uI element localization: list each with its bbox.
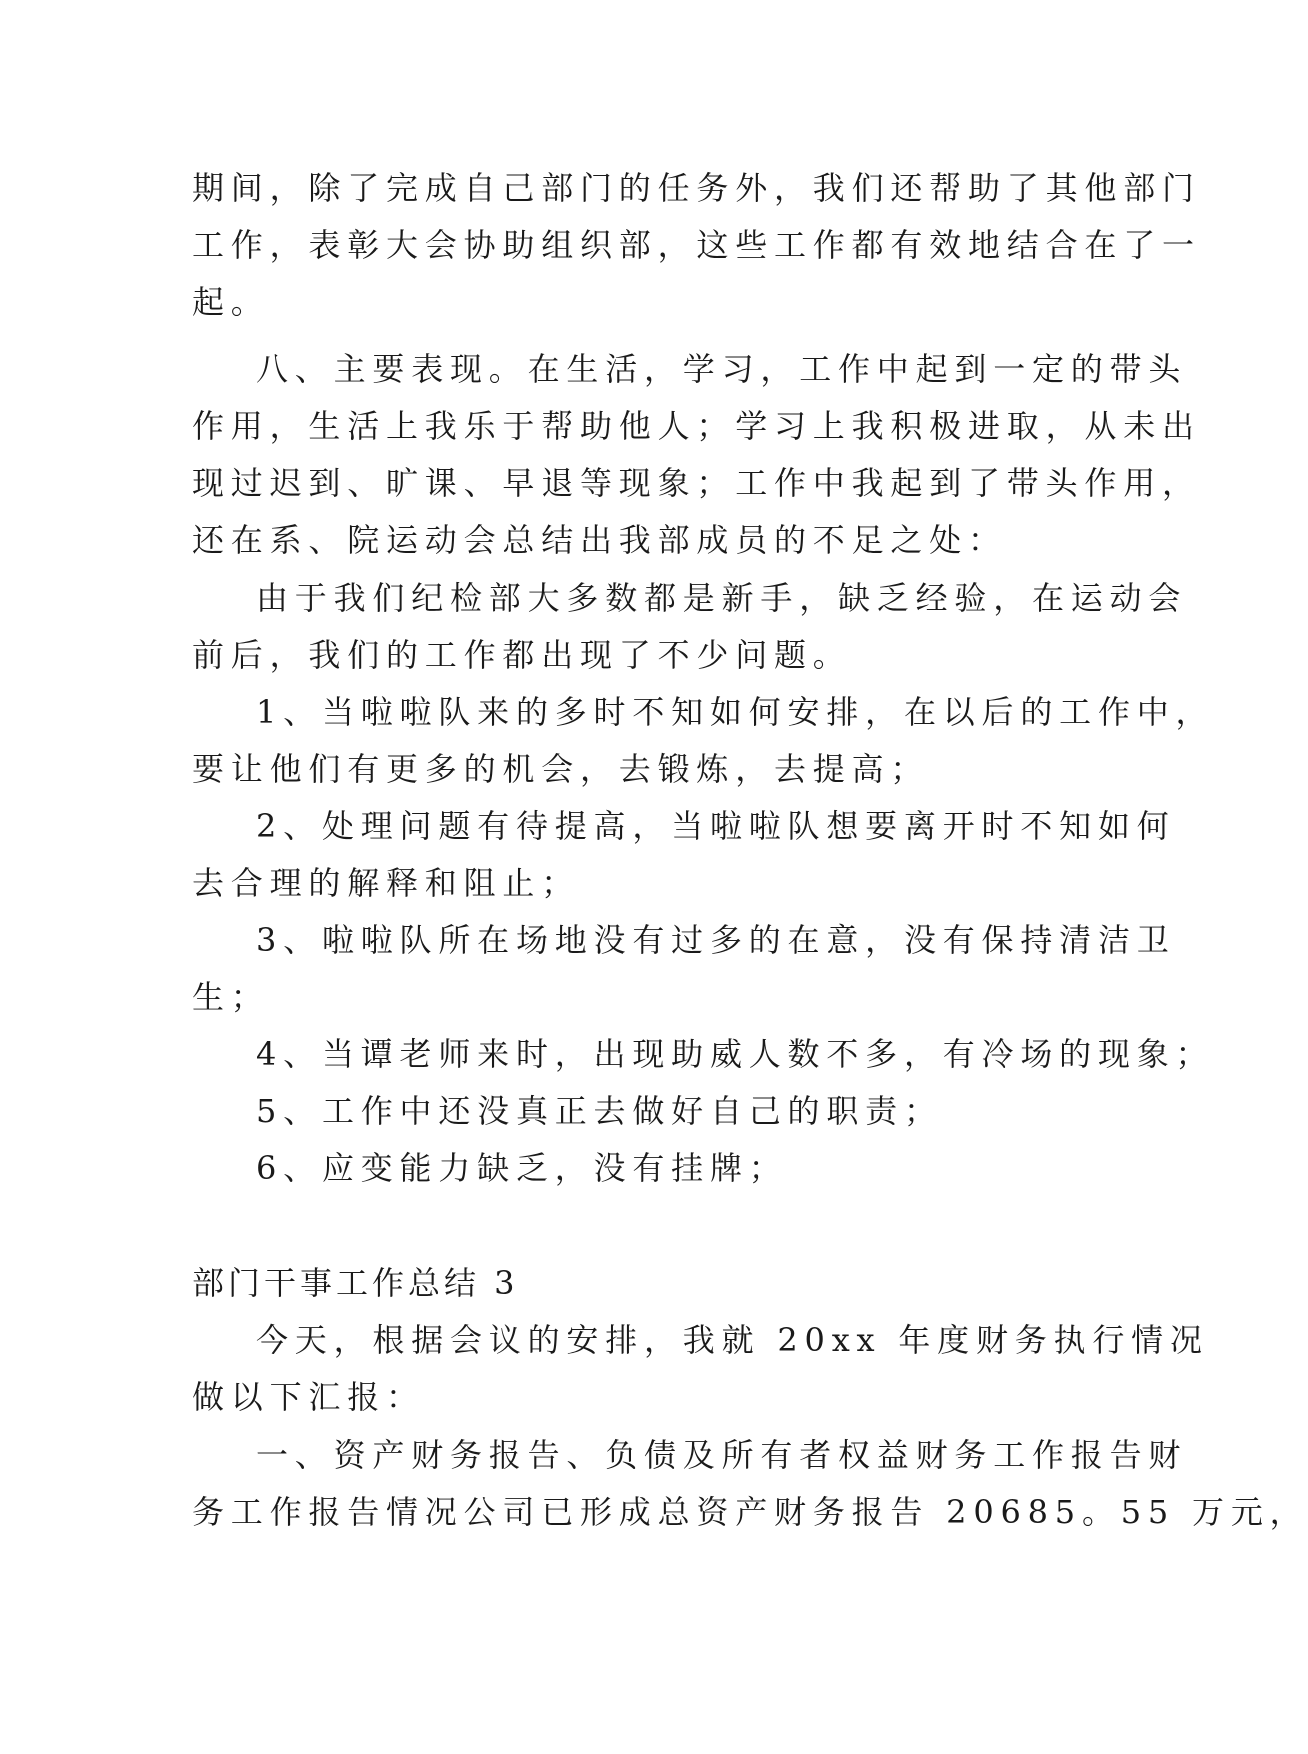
- text-line: 做以下汇报：: [192, 1378, 425, 1416]
- text-line: 5、工作中还没真正去做好自己的职责；: [256, 1092, 943, 1130]
- text-line: 八、主要表现。在生活，学习，工作中起到一定的带头: [256, 350, 1188, 388]
- text-line: 2、处理问题有待提高，当啦啦队想要离开时不知如何: [256, 807, 1176, 845]
- text-line: 生；: [192, 978, 270, 1016]
- text-line: 一、资产财务报告、负债及所有者权益财务工作报告财: [256, 1436, 1188, 1474]
- text-line: 今天，根据会议的安排，我就 20xx 年度财务执行情况: [256, 1321, 1209, 1359]
- text-line: 起。: [192, 283, 270, 321]
- text-line: 前后，我们的工作都出现了不少问题。: [192, 636, 852, 674]
- text-line: 务工作报告情况公司已形成总资产财务报告 20685。55 万元，: [192, 1493, 1308, 1531]
- text-line: 去合理的解释和阻止；: [192, 864, 581, 902]
- section-heading: 部门干事工作总结 3: [192, 1264, 519, 1302]
- text-line: 1、当啦啦队来的多时不知如何安排，在以后的工作中，: [256, 693, 1215, 731]
- text-line: 期间，除了完成自己部门的任务外，我们还帮助了其他部门: [192, 169, 1201, 207]
- text-line: 工作，表彰大会协助组织部，这些工作都有效地结合在了一: [192, 226, 1201, 264]
- text-line: 3、啦啦队所在场地没有过多的在意，没有保持清洁卫: [256, 921, 1176, 959]
- text-line: 4、当谭老师来时，出现助威人数不多，有冷场的现象；: [256, 1035, 1215, 1073]
- text-line: 由于我们纪检部大多数都是新手，缺乏经验，在运动会: [256, 579, 1188, 617]
- text-line: 作用，生活上我乐于帮助他人；学习上我积极进取，从未出: [192, 407, 1201, 445]
- text-line: 6、应变能力缺乏，没有挂牌；: [256, 1149, 788, 1187]
- text-line: 现过迟到、旷课、早退等现象；工作中我起到了带头作用，: [192, 464, 1201, 502]
- text-line: 还在系、院运动会总结出我部成员的不足之处：: [192, 521, 1007, 559]
- text-line: 要让他们有更多的机会，去锻炼，去提高；: [192, 750, 930, 788]
